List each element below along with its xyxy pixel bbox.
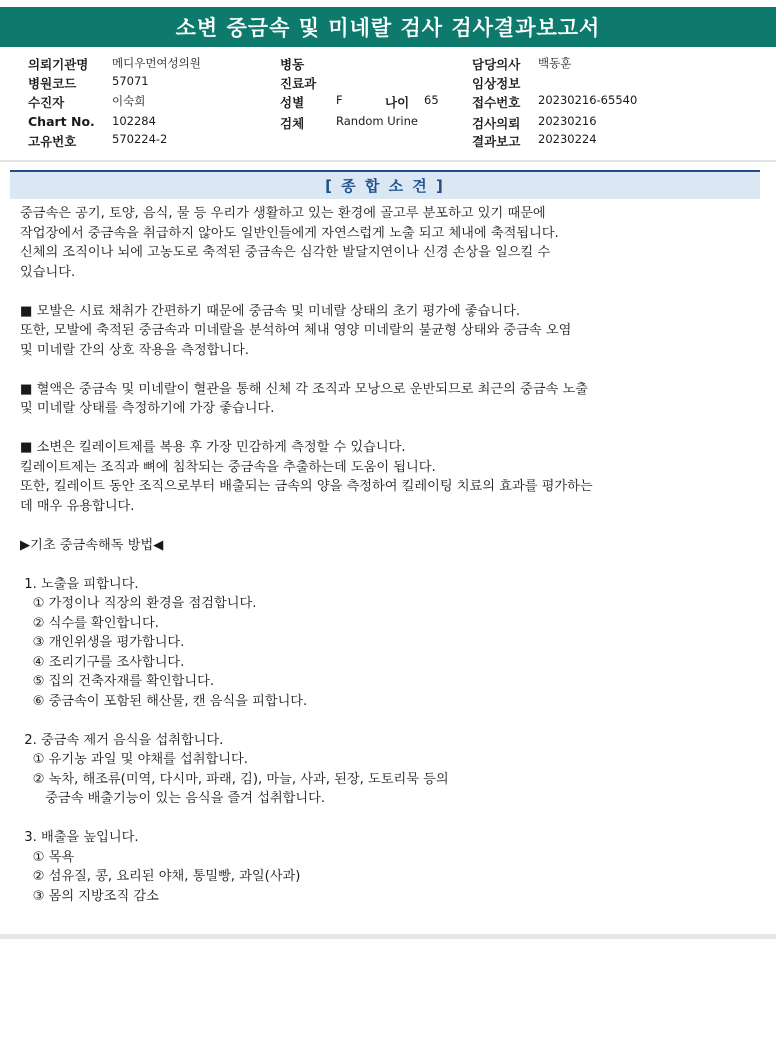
summary-line: ① 목욕 [20,849,75,865]
summary-line: ④ 조리기구를 조사합니다. [20,654,185,670]
summary-line: 1. 노출을 피합니다. [20,576,139,592]
info-value: 57071 [112,74,149,88]
summary-line: ■ 모발은 시료 채취가 간편하기 때문에 중금속 및 미네랄 상태의 초기 평가에 좋습니다. [20,303,521,319]
info-value: 102284 [112,114,156,128]
summary-line: ■ 혈액은 중금속 및 미네랄이 혈관을 통해 신체 각 조직과 모낭으로 운반되므로 최근의 중금속 노출 [20,381,588,397]
info-value: 570224-2 [112,132,168,146]
summary-line: ① 유기농 과일 및 야채를 섭취합니다. [20,752,248,767]
summary-line: 또한, 킬레이트 동안 조직으로부터 배출되는 금속의 양을 측정하여 킬레이팅 치료의 효과를 평가하는 [20,479,593,494]
info-value: 20230216-65540 [538,93,638,107]
summary-line: 킬레이트제는 조직과 뼈에 침착되는 중금속을 추출하는데 도움이 됩니다. [20,459,436,475]
summary-line: ③ 개인위생을 평가합니다. [20,635,185,650]
info-label: 수진자 [28,95,65,110]
info-label: 접수번호 [472,95,521,110]
summary-line: ⑥ 중금속이 포함된 해산물, 캔 음식을 피합니다. [20,693,308,709]
info-row [0,74,776,93]
summary-line: 또한, 모발에 축적된 중금속과 미네랄을 분석하여 체내 영양 미네랄의 불균형 상태와 중금속 오염 [20,323,572,338]
age-label: 나이 [385,95,410,110]
summary-line: 2. 중금속 제거 음식을 섭취합니다. [20,732,224,748]
info-value: 백동훈 [538,56,572,70]
summary-line: ② 녹차, 해조류(미역, 다시마, 파래, 김), 마늘, 사과, 된장, 도토리묵 등의 [20,771,449,787]
paragraph-gap [20,419,760,439]
summary-line: 중금속은 공기, 토양, 음식, 물 등 우리가 생활하고 있는 환경에 골고루 분포하고 있기 때문에 [20,206,546,221]
summary-line: 및 미네랄 간의 상호 작용을 측정합니다. [20,342,249,358]
summary-line: ③ 몸의 지방조직 감소 [20,888,159,904]
summary-line: 중금속 배출기능이 있는 음식을 즐겨 섭취합니다. [20,791,326,806]
patient-info-panel [0,55,776,155]
paragraph-gap [20,360,760,380]
summary-line: ■ 소변은 킬레이트제를 복용 후 가장 민감하게 측정할 수 있습니다. [20,440,406,455]
summary-line: ② 식수를 확인합니다. [20,615,159,631]
footer-divider [0,934,776,939]
paragraph-gap [20,282,760,302]
info-value: F [336,93,343,107]
summary-line: 있습니다. [20,264,76,280]
info-label: 진료과 [280,76,317,91]
info-value: Random Urine [336,114,418,128]
info-label: 결과보고 [472,134,521,149]
info-label: 검사의뢰 [472,116,521,131]
info-row [0,132,776,151]
info-value: 20230216 [538,114,597,128]
info-label: 담당의사 [472,57,521,72]
summary-line: 데 매우 유용합니다. [20,498,135,514]
summary-line: ① 가정이나 직장의 환경을 점검합니다. [20,596,257,611]
summary-line: ⑤ 집의 건축자재를 확인합니다. [20,674,215,689]
info-label: 검체 [280,116,305,131]
info-row [0,114,776,133]
info-row [0,93,776,112]
info-label: 임상정보 [472,76,521,91]
info-value: 이숙희 [112,94,146,108]
info-value: 20230224 [538,132,597,146]
summary-heading: [ 종 합 소 견 ] [10,170,760,199]
summary-line: ② 섬유질, 콩, 요리된 야채, 통밀빵, 과일(사과) [20,869,301,884]
age-value: 65 [424,93,439,107]
info-label: 성별 [280,95,305,110]
info-row [0,55,776,74]
info-label: 의뢰기관명 [28,57,89,72]
header-divider [0,160,776,162]
summary-body [20,204,760,906]
summary-line: 작업장에서 중금속을 취급하지 않아도 일반인들에게 자연스럽게 노출 되고 체내에 축적됩니다. [20,225,559,241]
info-label: 병동 [280,57,305,72]
info-value: 메디우먼여성의원 [112,56,201,70]
summary-line: ▶기초 중금속해독 방법◀ [20,537,164,553]
paragraph-gap [20,516,760,536]
paragraph-gap [20,711,760,731]
info-label: 병원코드 [28,76,77,91]
info-label: Chart No. [28,114,95,129]
info-label: 고유번호 [28,134,77,149]
summary-line: 및 미네랄 상태를 측정하기에 가장 좋습니다. [20,401,275,416]
summary-line: 신체의 조직이나 뇌에 고농도로 축적된 중금속은 심각한 발달지연이나 신경 손상을 일으킬 수 [20,245,551,260]
report-title: 소변 중금속 및 미네랄 검사 검사결과보고서 [0,7,776,47]
summary-line: 3. 배출을 높입니다. [20,830,139,845]
paragraph-gap [20,809,760,829]
paragraph-gap [20,555,760,575]
